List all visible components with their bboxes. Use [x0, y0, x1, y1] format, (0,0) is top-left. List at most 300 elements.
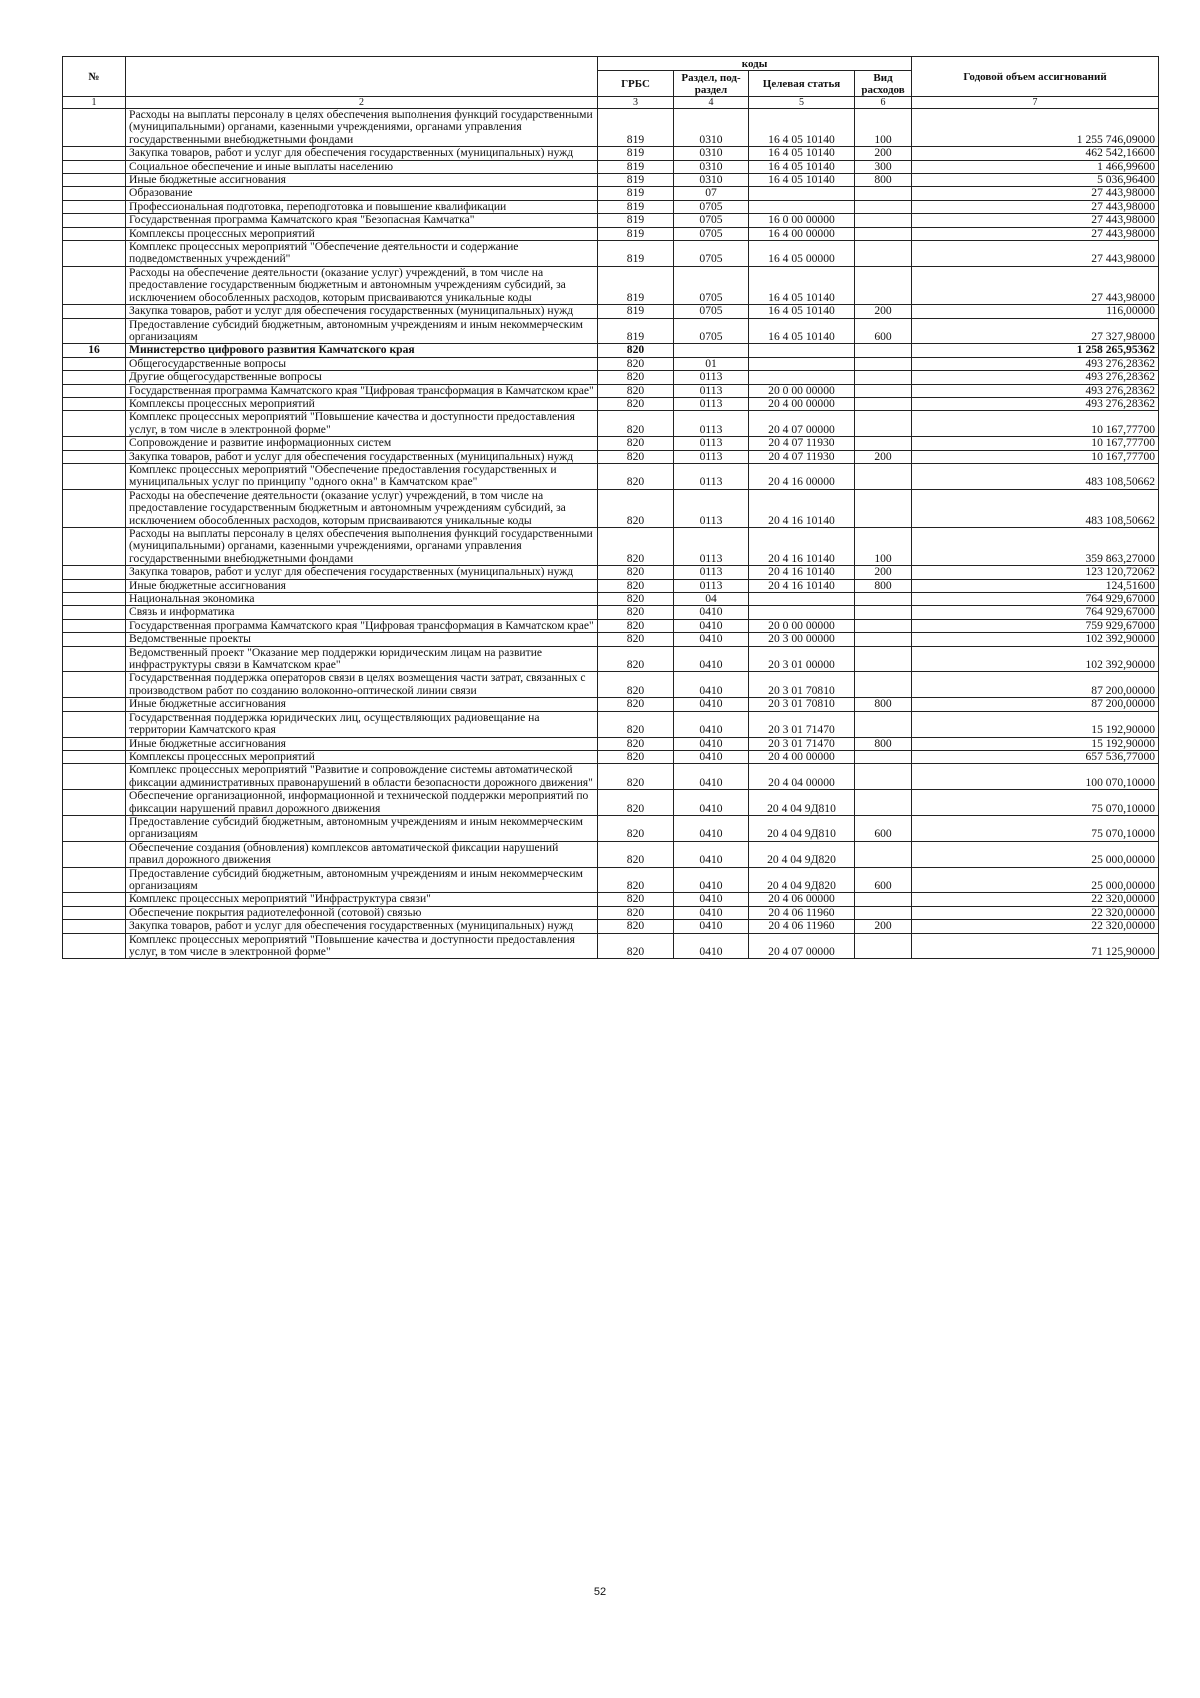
- row-amount: 22 320,00000: [912, 920, 1159, 933]
- row-target-item: 16 4 05 10140: [749, 147, 855, 160]
- row-amount: 759 929,67000: [912, 619, 1159, 632]
- row-amount: 27 443,98000: [912, 227, 1159, 240]
- row-target-item: 20 4 16 10140: [749, 579, 855, 592]
- row-section: 0113: [674, 397, 749, 410]
- table-row: [63, 160, 1159, 173]
- row-name: Закупка товаров, работ и услуг для обеспечения государственных (муниципальных) нужд: [126, 147, 598, 160]
- row-name: Комплекс процессных мероприятий "Обеспечение деятельности и содержание подведомственных учреждений": [126, 241, 598, 267]
- table-row: [63, 227, 1159, 240]
- table-row: [63, 790, 1159, 816]
- column-number: 6: [855, 97, 912, 109]
- row-section: 0705: [674, 214, 749, 227]
- row-amount: 15 192,90000: [912, 711, 1159, 737]
- row-name: Государственная поддержка юридических лиц, осуществляющих радиовещание на территории Камчатского края: [126, 711, 598, 737]
- row-name: Государственная программа Камчатского края "Цифровая трансформация в Камчатском крае": [126, 619, 598, 632]
- table-row: [63, 397, 1159, 410]
- row-section: 0410: [674, 906, 749, 919]
- row-expense-type: 200: [855, 566, 912, 579]
- table-row: [63, 200, 1159, 213]
- row-grbs: 820: [598, 593, 674, 606]
- row-section: 0410: [674, 633, 749, 646]
- row-number: [63, 227, 126, 240]
- table-row: [63, 463, 1159, 489]
- row-grbs: 820: [598, 384, 674, 397]
- row-target-item: 20 4 07 00000: [749, 411, 855, 437]
- table-row: [63, 893, 1159, 906]
- row-name: Другие общегосударственные вопросы: [126, 371, 598, 384]
- column-number: 3: [598, 97, 674, 109]
- row-amount: 27 443,98000: [912, 200, 1159, 213]
- row-name: Расходы на обеспечение деятельности (оказание услуг) учреждений, в том числе на предоставление государственным бюджетным и автономным учреждениям субсидий, за исключением обособленных расходов, которым присваиваются уникальные коды: [126, 266, 598, 304]
- row-number: [63, 737, 126, 750]
- row-grbs: 819: [598, 266, 674, 304]
- row-amount: 71 125,90000: [912, 933, 1159, 959]
- row-section: 0705: [674, 266, 749, 304]
- row-grbs: 820: [598, 737, 674, 750]
- row-amount: 123 120,72062: [912, 566, 1159, 579]
- row-name: Обеспечение создания (обновления) комплексов автоматической фиксации нарушений правил дорожного движения: [126, 841, 598, 867]
- row-amount: 75 070,10000: [912, 815, 1159, 841]
- row-amount: 27 443,98000: [912, 266, 1159, 304]
- row-name: Комплексы процессных мероприятий: [126, 397, 598, 410]
- header-number: №: [63, 57, 126, 97]
- row-expense-type: 100: [855, 109, 912, 147]
- table-row: [63, 646, 1159, 672]
- column-number: 2: [126, 97, 598, 109]
- row-expense-type: 800: [855, 698, 912, 711]
- row-expense-type: [855, 384, 912, 397]
- row-target-item: 20 4 00 00000: [749, 397, 855, 410]
- row-grbs: 819: [598, 241, 674, 267]
- row-name: Расходы на выплаты персоналу в целях обеспечения выполнения функций государственными (муниципальными) органами, казенными учреждениями, органами управления государственными внебюджетными фондами: [126, 528, 598, 566]
- row-expense-type: 800: [855, 579, 912, 592]
- row-number: [63, 841, 126, 867]
- row-section: 0310: [674, 109, 749, 147]
- row-grbs: 820: [598, 606, 674, 619]
- row-name: Профессиональная подготовка, переподготовка и повышение квалификации: [126, 200, 598, 213]
- row-amount: 10 167,77700: [912, 437, 1159, 450]
- row-grbs: 819: [598, 200, 674, 213]
- row-number: [63, 241, 126, 267]
- row-amount: 462 542,16600: [912, 147, 1159, 160]
- budget-table: [62, 56, 1159, 959]
- row-grbs: 820: [598, 815, 674, 841]
- row-section: 0410: [674, 737, 749, 750]
- row-target-item: [749, 200, 855, 213]
- row-section: 01: [674, 357, 749, 370]
- row-expense-type: 200: [855, 450, 912, 463]
- row-target-item: 20 0 00 00000: [749, 384, 855, 397]
- table-row: [63, 606, 1159, 619]
- row-section: 0410: [674, 606, 749, 619]
- row-number: [63, 579, 126, 592]
- row-grbs: 820: [598, 437, 674, 450]
- row-grbs: 820: [598, 371, 674, 384]
- row-target-item: [749, 371, 855, 384]
- row-number: [63, 867, 126, 893]
- row-amount: 22 320,00000: [912, 893, 1159, 906]
- row-grbs: 820: [598, 579, 674, 592]
- row-section: 0410: [674, 841, 749, 867]
- row-amount: 27 443,98000: [912, 187, 1159, 200]
- row-name: Комплекс процессных мероприятий "Повышение качества и доступности предоставления услуг, в том числе в электронной форме": [126, 411, 598, 437]
- row-amount: 493 276,28362: [912, 397, 1159, 410]
- row-expense-type: 200: [855, 147, 912, 160]
- row-target-item: 20 4 07 00000: [749, 933, 855, 959]
- row-expense-type: [855, 187, 912, 200]
- row-name: Закупка товаров, работ и услуг для обеспечения государственных (муниципальных) нужд: [126, 305, 598, 318]
- row-section: 0410: [674, 867, 749, 893]
- table-row: [63, 764, 1159, 790]
- row-name: Иные бюджетные ассигнования: [126, 698, 598, 711]
- header-name: [126, 57, 598, 97]
- row-amount: 15 192,90000: [912, 737, 1159, 750]
- row-section: [674, 344, 749, 357]
- column-number: 5: [749, 97, 855, 109]
- row-name: Иные бюджетные ассигнования: [126, 174, 598, 187]
- row-expense-type: [855, 750, 912, 763]
- table-row: [63, 305, 1159, 318]
- row-grbs: 820: [598, 489, 674, 527]
- row-target-item: 20 3 01 71470: [749, 711, 855, 737]
- row-section: 0410: [674, 711, 749, 737]
- row-grbs: 819: [598, 305, 674, 318]
- table-row: [63, 174, 1159, 187]
- header-annual-volume: Годовой объем ассигнований: [912, 57, 1159, 97]
- row-grbs: 819: [598, 318, 674, 344]
- row-grbs: 820: [598, 790, 674, 816]
- table-row: [63, 933, 1159, 959]
- row-expense-type: [855, 266, 912, 304]
- row-name: Комплексы процессных мероприятий: [126, 750, 598, 763]
- row-target-item: 20 4 04 9Д810: [749, 790, 855, 816]
- row-name: Общегосударственные вопросы: [126, 357, 598, 370]
- row-expense-type: [855, 593, 912, 606]
- row-amount: 10 167,77700: [912, 450, 1159, 463]
- row-grbs: 820: [598, 528, 674, 566]
- row-grbs: 820: [598, 463, 674, 489]
- row-section: 0410: [674, 646, 749, 672]
- row-grbs: 820: [598, 619, 674, 632]
- row-expense-type: [855, 711, 912, 737]
- table-row: [63, 214, 1159, 227]
- row-target-item: 20 3 01 00000: [749, 646, 855, 672]
- row-section: 0410: [674, 933, 749, 959]
- row-number: [63, 606, 126, 619]
- row-expense-type: [855, 906, 912, 919]
- table-row: [63, 711, 1159, 737]
- row-section: 0113: [674, 463, 749, 489]
- row-grbs: 819: [598, 227, 674, 240]
- row-target-item: 16 4 05 10140: [749, 160, 855, 173]
- row-amount: 87 200,00000: [912, 698, 1159, 711]
- row-name: Иные бюджетные ассигнования: [126, 737, 598, 750]
- row-expense-type: 200: [855, 920, 912, 933]
- row-amount: 1 466,99600: [912, 160, 1159, 173]
- row-number: [63, 318, 126, 344]
- row-number: [63, 437, 126, 450]
- row-name: Комплексы процессных мероприятий: [126, 227, 598, 240]
- table-row: [63, 357, 1159, 370]
- row-target-item: 20 4 07 11930: [749, 450, 855, 463]
- row-number: [63, 266, 126, 304]
- row-name: Ведомственный проект "Оказание мер поддержки юридическим лицам на развитие инфраструктуры связи в Камчатском крае": [126, 646, 598, 672]
- table-row: [63, 187, 1159, 200]
- row-number: [63, 750, 126, 763]
- row-target-item: 20 4 06 11960: [749, 906, 855, 919]
- row-amount: 483 108,50662: [912, 463, 1159, 489]
- row-section: 0705: [674, 227, 749, 240]
- row-number: [63, 633, 126, 646]
- row-expense-type: 600: [855, 815, 912, 841]
- row-expense-type: 600: [855, 318, 912, 344]
- row-target-item: 20 4 04 9Д820: [749, 841, 855, 867]
- row-grbs: 820: [598, 450, 674, 463]
- row-section: 0410: [674, 920, 749, 933]
- row-grbs: 820: [598, 344, 674, 357]
- row-number: [63, 672, 126, 698]
- row-expense-type: 300: [855, 160, 912, 173]
- column-number: 4: [674, 97, 749, 109]
- row-section: 0113: [674, 566, 749, 579]
- row-name: Расходы на выплаты персоналу в целях обеспечения выполнения функций государственными (муниципальными) органами, казенными учреждениями, органами управления государственными внебюджетными фондами: [126, 109, 598, 147]
- row-grbs: 820: [598, 698, 674, 711]
- row-number: [63, 305, 126, 318]
- budget-sheet: [62, 56, 1158, 959]
- row-amount: 124,51600: [912, 579, 1159, 592]
- row-name: Закупка товаров, работ и услуг для обеспечения государственных (муниципальных) нужд: [126, 450, 598, 463]
- row-amount: 116,00000: [912, 305, 1159, 318]
- row-expense-type: [855, 606, 912, 619]
- row-section: 0113: [674, 384, 749, 397]
- header-codes-group: коды: [598, 57, 912, 71]
- header-grbs: ГРБС: [598, 71, 674, 97]
- row-grbs: 819: [598, 187, 674, 200]
- page-number: 52: [593, 1586, 607, 1598]
- row-name: Комплекс процессных мероприятий "Повышение качества и доступности предоставления услуг, в том числе в электронной форме": [126, 933, 598, 959]
- row-amount: 493 276,28362: [912, 371, 1159, 384]
- row-section: 0310: [674, 147, 749, 160]
- row-expense-type: [855, 489, 912, 527]
- row-amount: 27 443,98000: [912, 241, 1159, 267]
- header-column-numbers: [63, 97, 1159, 109]
- row-section: 0705: [674, 305, 749, 318]
- row-amount: 1 255 746,09000: [912, 109, 1159, 147]
- row-target-item: 16 4 05 10140: [749, 174, 855, 187]
- table-row: [63, 109, 1159, 147]
- row-amount: 27 327,98000: [912, 318, 1159, 344]
- row-target-item: 20 4 16 10140: [749, 528, 855, 566]
- row-expense-type: [855, 841, 912, 867]
- row-expense-type: 600: [855, 867, 912, 893]
- table-row: [63, 566, 1159, 579]
- row-grbs: 820: [598, 750, 674, 763]
- table-row: [63, 450, 1159, 463]
- row-grbs: 819: [598, 174, 674, 187]
- row-target-item: 20 3 01 70810: [749, 698, 855, 711]
- row-name: Обеспечение организационной, информационной и технической поддержки мероприятий по фиксации нарушений правил дорожного движения: [126, 790, 598, 816]
- table-header: [63, 57, 1159, 109]
- row-name: Комплекс процессных мероприятий "Обеспечение предоставления государственных и муниципальных услуг по принципу "одного окна" в Камчатском крае": [126, 463, 598, 489]
- row-expense-type: [855, 214, 912, 227]
- row-expense-type: [855, 371, 912, 384]
- row-expense-type: [855, 200, 912, 213]
- row-grbs: 819: [598, 160, 674, 173]
- row-target-item: 20 3 01 70810: [749, 672, 855, 698]
- table-row: [63, 241, 1159, 267]
- row-grbs: 819: [598, 214, 674, 227]
- table-row: [63, 318, 1159, 344]
- row-target-item: 20 4 07 11930: [749, 437, 855, 450]
- row-amount: 764 929,67000: [912, 606, 1159, 619]
- row-amount: 22 320,00000: [912, 906, 1159, 919]
- row-name: Ведомственные проекты: [126, 633, 598, 646]
- row-number: [63, 174, 126, 187]
- row-expense-type: [855, 619, 912, 632]
- row-name: Предоставление субсидий бюджетным, автономным учреждениям и иным некоммерческим организациям: [126, 318, 598, 344]
- row-number: [63, 815, 126, 841]
- row-expense-type: [855, 893, 912, 906]
- row-number: [63, 906, 126, 919]
- row-expense-type: [855, 463, 912, 489]
- row-number: [63, 920, 126, 933]
- row-section: 0705: [674, 318, 749, 344]
- row-grbs: 820: [598, 867, 674, 893]
- row-grbs: 820: [598, 711, 674, 737]
- row-amount: 27 443,98000: [912, 214, 1159, 227]
- row-name: Предоставление субсидий бюджетным, автономным учреждениям и иным некоммерческим организациям: [126, 867, 598, 893]
- row-target-item: 20 4 06 00000: [749, 893, 855, 906]
- row-target-item: 20 4 04 9Д820: [749, 867, 855, 893]
- row-target-item: 16 4 05 10140: [749, 318, 855, 344]
- row-target-item: [749, 357, 855, 370]
- row-target-item: 16 0 00 00000: [749, 214, 855, 227]
- row-section: 0410: [674, 893, 749, 906]
- column-number: 1: [63, 97, 126, 109]
- row-name: Расходы на обеспечение деятельности (оказание услуг) учреждений, в том числе на предоставление государственным бюджетным и автономным учреждениям субсидий, за исключением обособленных расходов, которым присваиваются уникальные коды: [126, 489, 598, 527]
- table-row: [63, 384, 1159, 397]
- row-section: 0705: [674, 241, 749, 267]
- row-amount: 102 392,90000: [912, 633, 1159, 646]
- row-number: [63, 214, 126, 227]
- row-grbs: 820: [598, 893, 674, 906]
- table-row: [63, 815, 1159, 841]
- row-target-item: 20 4 04 9Д810: [749, 815, 855, 841]
- row-number: [63, 109, 126, 147]
- row-amount: 1 258 265,95362: [912, 344, 1159, 357]
- row-target-item: 16 4 00 00000: [749, 227, 855, 240]
- row-number: [63, 933, 126, 959]
- row-grbs: 820: [598, 411, 674, 437]
- row-name: Иные бюджетные ассигнования: [126, 579, 598, 592]
- row-name: Комплекс процессных мероприятий "Инфраструктура связи": [126, 893, 598, 906]
- row-target-item: 20 4 16 00000: [749, 463, 855, 489]
- row-amount: 483 108,50662: [912, 489, 1159, 527]
- row-number: [63, 187, 126, 200]
- row-section: 04: [674, 593, 749, 606]
- table-row: [63, 737, 1159, 750]
- row-target-item: 20 3 00 00000: [749, 633, 855, 646]
- row-expense-type: 800: [855, 737, 912, 750]
- row-section: 0410: [674, 672, 749, 698]
- row-amount: 25 000,00000: [912, 841, 1159, 867]
- row-name: Предоставление субсидий бюджетным, автономным учреждениям и иным некоммерческим организациям: [126, 815, 598, 841]
- row-number: [63, 200, 126, 213]
- row-number: [63, 566, 126, 579]
- row-grbs: 819: [598, 147, 674, 160]
- row-amount: 100 070,10000: [912, 764, 1159, 790]
- table-row: [63, 867, 1159, 893]
- row-expense-type: [855, 633, 912, 646]
- row-amount: 75 070,10000: [912, 790, 1159, 816]
- row-number: [63, 528, 126, 566]
- row-target-item: [749, 344, 855, 357]
- row-expense-type: 100: [855, 528, 912, 566]
- row-number: [63, 147, 126, 160]
- row-amount: 5 036,96400: [912, 174, 1159, 187]
- row-number: [63, 489, 126, 527]
- row-expense-type: [855, 437, 912, 450]
- table-row: [63, 619, 1159, 632]
- row-section: 0113: [674, 528, 749, 566]
- table-body: [63, 109, 1159, 959]
- row-number: [63, 893, 126, 906]
- row-number: [63, 764, 126, 790]
- row-section: 0410: [674, 750, 749, 763]
- row-number: 16: [63, 344, 126, 357]
- row-expense-type: [855, 344, 912, 357]
- table-row: [63, 841, 1159, 867]
- row-number: [63, 450, 126, 463]
- row-target-item: 20 4 04 00000: [749, 764, 855, 790]
- row-name: Закупка товаров, работ и услуг для обеспечения государственных (муниципальных) нужд: [126, 566, 598, 579]
- table-row: [63, 528, 1159, 566]
- row-expense-type: [855, 646, 912, 672]
- row-amount: 10 167,77700: [912, 411, 1159, 437]
- row-grbs: 820: [598, 933, 674, 959]
- row-target-item: [749, 593, 855, 606]
- row-section: 0410: [674, 815, 749, 841]
- row-expense-type: 800: [855, 174, 912, 187]
- row-number: [63, 646, 126, 672]
- row-target-item: 16 4 05 10140: [749, 305, 855, 318]
- row-amount: 493 276,28362: [912, 357, 1159, 370]
- row-grbs: 819: [598, 109, 674, 147]
- row-amount: 87 200,00000: [912, 672, 1159, 698]
- row-target-item: 20 0 00 00000: [749, 619, 855, 632]
- row-target-item: 20 3 01 71470: [749, 737, 855, 750]
- row-name: Министерство цифрового развития Камчатского края: [126, 344, 598, 357]
- row-grbs: 820: [598, 764, 674, 790]
- row-name: Сопровождение и развитие информационных систем: [126, 437, 598, 450]
- row-name: Связь и информатика: [126, 606, 598, 619]
- row-number: [63, 619, 126, 632]
- row-target-item: 20 4 16 10140: [749, 566, 855, 579]
- table-row: [63, 411, 1159, 437]
- row-section: 0113: [674, 411, 749, 437]
- table-row: [63, 750, 1159, 763]
- row-number: [63, 357, 126, 370]
- row-section: 0410: [674, 790, 749, 816]
- table-row: [63, 698, 1159, 711]
- row-section: 0410: [674, 698, 749, 711]
- row-name: Образование: [126, 187, 598, 200]
- row-section: 0410: [674, 619, 749, 632]
- header-expense-type: Вид расходов: [855, 71, 912, 97]
- row-section: 0410: [674, 764, 749, 790]
- row-expense-type: [855, 764, 912, 790]
- row-section: 0113: [674, 489, 749, 527]
